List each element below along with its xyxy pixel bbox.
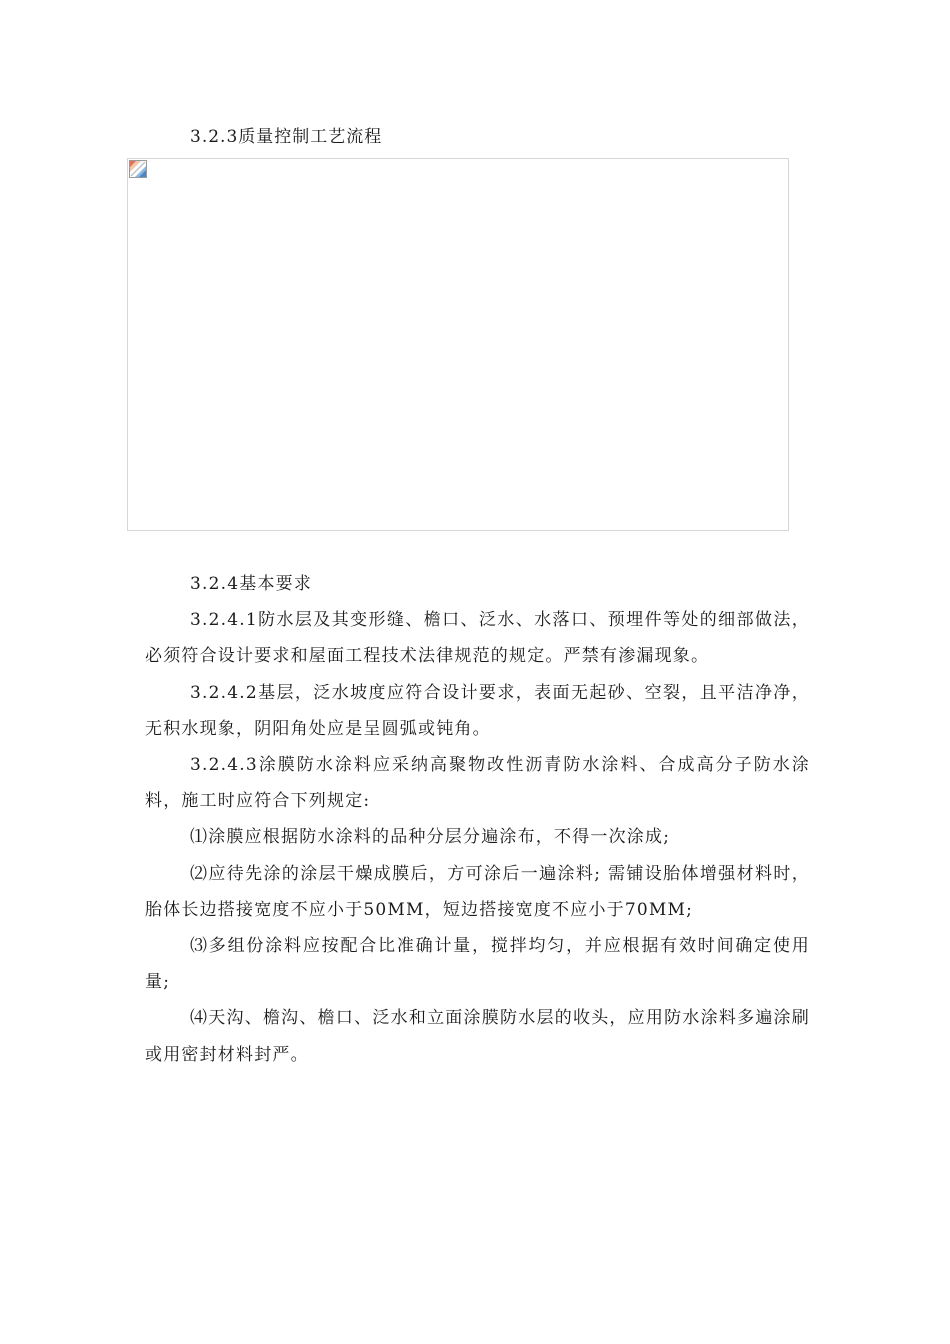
list-item-2: ⑵应待先涂的涂层干燥成膜后，方可涂后一遍涂料; 需铺设胎体增强材料时，胎体长边搭接宽度不应小于50MM，短边搭接宽度不应小于70MM; — [145, 863, 810, 920]
list-item-3: ⑶多组份涂料应按配合比准确计量，搅拌均匀，并应根据有效时间确定使用量; — [145, 936, 810, 993]
body-text — [145, 566, 810, 1073]
paragraph-3-2-4-2: 3.2.4.2基层，泛水坡度应符合设计要求，表面无起砂、空裂，且平洁净净，无积水现象，阴阳角处应是呈圆弧或钝角。 — [145, 682, 810, 739]
paragraph-3-2-4: 3.2.4基本要求 — [190, 574, 313, 594]
list-item-1: ⑴涂膜应根据防水涂料的品种分层分遍涂布，不得一次涂成; — [190, 827, 671, 848]
paragraph-3-2-4-3: 3.2.4.3涂膜防水涂料应采纳高聚物改性沥青防水涂料、合成高分子防水涂料，施工时应符合下列规定: — [145, 755, 810, 812]
list-item-4: ⑷天沟、檐沟、檐口、泛水和立面涂膜防水层的收头，应用防水涂料多遍涂刷或用密封材料封严。 — [145, 1008, 810, 1065]
paragraph-3-2-4-1: 3.2.4.1防水层及其变形缝、檐口、泛水、水落口、预埋件等处的细部做法，必须符合设计要求和屋面工程技术法律规范的规定。严禁有渗漏现象。 — [145, 610, 810, 667]
broken-image-icon — [129, 160, 147, 178]
section-heading: 3.2.3质量控制工艺流程 — [190, 127, 383, 147]
flowchart-image-placeholder — [127, 158, 789, 531]
